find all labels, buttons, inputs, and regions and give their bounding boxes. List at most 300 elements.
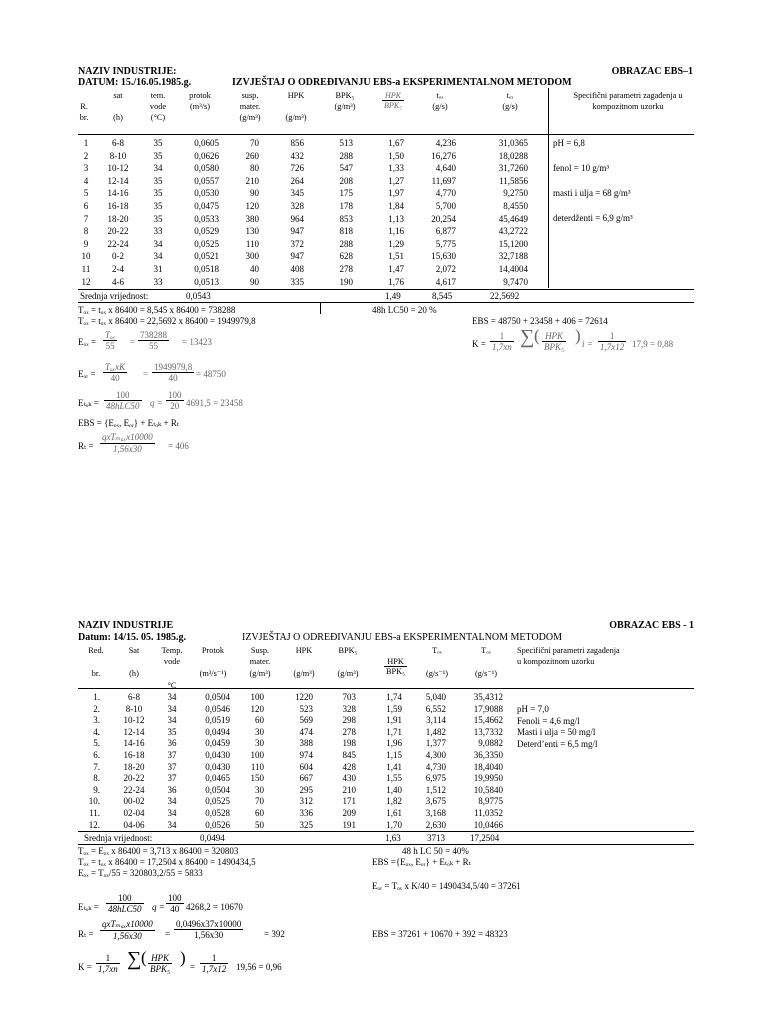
avg-ratio: 1,49 [385, 291, 401, 301]
protok-header: protok [189, 91, 211, 100]
table-cell: 1,482 [425, 726, 446, 737]
table-cell: 1,97 [388, 188, 404, 199]
table-cell: 70 [255, 796, 264, 807]
form-code: OBRAZAC EBS–1 [611, 66, 693, 77]
paren-open-icon: ( [141, 948, 147, 967]
table-cell: 15,630 [431, 251, 456, 262]
k-mid: = [190, 962, 196, 972]
table-cell: 1,59 [386, 703, 402, 714]
table-cell: 4,730 [425, 761, 446, 772]
calc-line-1: Tₒₓ = Eₒₓ x 86400 = 3,713 x 86400 = 320803 [78, 846, 239, 856]
table-cell: 16-18 [123, 750, 145, 760]
column-divider [548, 88, 549, 288]
table-cell: 19,9950 [473, 773, 503, 784]
specific-parameter: Masti i ulja = 50 mg/l [517, 727, 596, 737]
etok-result: 4268,2 = 10670 [186, 902, 243, 912]
etok-fraction: 100 48hLC50 [108, 893, 142, 914]
table-cell: 8. [93, 773, 100, 784]
table-cell: 10 [81, 251, 91, 262]
table-cell: 1,40 [386, 784, 402, 795]
k-mid: i = [582, 339, 593, 349]
table-cell: 209 [342, 808, 356, 818]
table-cell: 11,0352 [474, 808, 503, 818]
table-cell: 0,0525 [194, 238, 219, 249]
table-cell: 4,640 [435, 163, 456, 174]
table-cell: 20,254 [431, 213, 456, 224]
k-fraction-2: $\frac{1}{1,7x12}$ [202, 953, 227, 974]
lc50-line: 48h LC50 = 20 % [372, 305, 437, 315]
temp-header: Temp. [161, 646, 183, 655]
table-cell: 328 [290, 201, 304, 211]
table-cell: 298 [342, 715, 356, 726]
calc-line-2: Tₒₓ = tₒₓ x 86400 = 17,2504 x 86400 = 1490434,5 [78, 857, 256, 867]
table-cell: 32,7188 [498, 251, 528, 262]
table-cell: 208 [339, 175, 353, 186]
rbr-header: br. [91, 669, 101, 678]
k-inner-fraction: HPK BPK₅ [544, 331, 565, 352]
table-cell: 15,1200 [498, 238, 528, 249]
table-cell: 2 [83, 150, 89, 161]
rt-fraction-2: $\frac{0,0496x37x10000}{1,56x30}$ [176, 919, 242, 940]
table-cell: 2,072 [435, 264, 456, 274]
k-fraction: $\frac{1}{1,7xn}$ [98, 953, 118, 974]
table-cell: 190 [339, 276, 353, 287]
table-cell: 0,0557 [194, 175, 219, 186]
table-cell: 34 [167, 703, 177, 714]
table-cell: 1,47 [388, 264, 404, 274]
table-cell: 33 [153, 276, 163, 287]
sat-header: Sat [128, 646, 140, 655]
table-cell: 1,84 [388, 201, 404, 211]
table-cell: 264 [290, 175, 304, 186]
spec-header: Specifični parametri zagađenja u [573, 91, 683, 100]
avg-tox: 8,545 [432, 291, 453, 301]
k-label: K = [78, 962, 92, 972]
table-cell: 328 [342, 703, 356, 714]
table-cell: 7. [93, 761, 100, 772]
eor-label: Eₒᵣ = [78, 369, 96, 379]
table-cell: 12-14 [123, 726, 145, 737]
form-code: OBRAZAC EBS - 1 [609, 620, 694, 631]
k-result: 17,9 = 0,88 [632, 339, 674, 349]
temp-header: vode [149, 102, 167, 111]
table-cell: 16-18 [107, 201, 129, 211]
temp-header: (°C) [150, 113, 166, 122]
table-cell: 34 [153, 238, 163, 249]
lc50-line: 48 h LC 50 = 40% [402, 846, 469, 856]
table-cell: 34 [167, 796, 177, 807]
table-cell: 312 [299, 796, 313, 807]
table-cell: 0,0526 [205, 819, 230, 830]
eor-line: Eₒᵣ = Tₒₓ x K/40 = 1490434,5/40 = 37261 [372, 881, 521, 891]
table-cell: 36 [167, 784, 177, 795]
table-cell: 6-8 [128, 692, 140, 702]
table-cell: 130 [245, 226, 259, 237]
bpk-header: (g/m³) [334, 102, 356, 111]
table-cell: 12-14 [107, 175, 129, 186]
tox2-header: tₒₓ [506, 91, 514, 100]
table-cell: 5. [93, 738, 100, 749]
table-cell: 335 [290, 276, 304, 287]
table-cell: 12. [88, 819, 100, 830]
rbr-header: R. [80, 102, 88, 111]
eox-fraction: Tₒₓ 55 [105, 330, 116, 351]
table-cell: 1,29 [388, 238, 404, 249]
bpk-header: BPK₅ [338, 646, 358, 655]
avg-ratio: 1,63 [385, 833, 401, 843]
k-fraction: $\frac{1}{1,7xn}$ [492, 331, 512, 352]
table-cell: 569 [299, 715, 313, 726]
table-cell: 6,552 [425, 703, 446, 714]
table-cell: 9,7470 [503, 276, 528, 287]
table-cell: 10. [88, 796, 100, 807]
table-cell: 430 [342, 773, 356, 784]
specific-parameter: fenol = 10 g/m³ [553, 163, 610, 173]
table-cell: 10-12 [123, 715, 145, 726]
table-cell: 523 [299, 703, 313, 714]
calc-line-1: Tₒₓ = tₒₓ x 86400 = 8,545 x 86400 = 738288 [78, 305, 236, 315]
table-cell: 2-4 [112, 264, 124, 274]
eor-result: = 48750 [196, 369, 226, 379]
table-cell: 0,0519 [205, 715, 230, 726]
table-cell: 1,91 [386, 715, 402, 726]
table-cell: 0,0475 [194, 201, 219, 211]
tox-header: (g/s⁻¹) [425, 669, 449, 678]
table-cell: 4,770 [435, 188, 456, 199]
susp-header: susp. [241, 91, 259, 100]
protok-header: (m³/s) [189, 102, 211, 111]
table-cell: 15,4662 [473, 715, 503, 726]
rt-label: Rₜ = [78, 929, 94, 939]
table-cell: 18-20 [107, 213, 129, 224]
table-cell: 37 [167, 750, 177, 760]
table-cell: 175 [339, 188, 353, 199]
table-cell: 336 [299, 808, 313, 818]
table-cell: 6,975 [425, 773, 446, 784]
avg-label: Srednja vrijednost: [80, 291, 149, 301]
table-cell: 295 [299, 784, 313, 795]
table-cell: 278 [339, 264, 353, 274]
table-cell: 11,5856 [499, 175, 528, 186]
etok-result: 4691,5 = 23458 [186, 398, 243, 408]
table-cell: 35 [153, 213, 163, 224]
eox-result: = 13423 [182, 337, 212, 347]
table-cell: 35 [153, 201, 163, 211]
protok-header: Protok [201, 646, 225, 655]
table-cell: 35 [167, 726, 177, 737]
table-cell: 345 [290, 188, 304, 199]
table-cell: 40 [250, 264, 259, 274]
table-cell: 0,0430 [205, 761, 230, 772]
table-cell: 6,877 [435, 226, 456, 237]
table-cell: 260 [245, 150, 259, 161]
table-cell: 947 [290, 226, 304, 237]
rt-result: = 406 [168, 441, 189, 451]
specific-parameter: pH = 6,8 [553, 138, 585, 148]
table-cell: 31 [153, 264, 163, 274]
susp-header: mater. [249, 657, 271, 666]
specific-parameter: pH = 7,0 [517, 704, 549, 714]
table-cell: 6 [83, 201, 89, 211]
table-cell: 1,96 [386, 738, 402, 749]
table-cell: 1,512 [425, 784, 446, 795]
avg-tox2: 22,5692 [490, 291, 520, 301]
tox2-header: (g/s⁻¹) [474, 669, 498, 678]
susp-header: (g/m³) [249, 669, 271, 678]
table-cell: 432 [290, 150, 304, 161]
ebs-sum: EBS = 48750 + 23458 + 406 = 72614 [472, 316, 608, 326]
bpk-header: (g/m³) [337, 669, 359, 678]
table-cell: 703 [342, 692, 356, 702]
table-cell: 3,168 [425, 808, 446, 818]
table-cell: 34 [153, 251, 163, 262]
table-cell: 35 [153, 175, 163, 186]
table-cell: 856 [290, 138, 304, 148]
tox-header: tₒₓ [436, 91, 444, 100]
table-cell: 70 [250, 138, 259, 148]
table-cell: 0,0513 [194, 276, 219, 287]
table-cell: 380 [245, 213, 259, 224]
table-cell: 8,4550 [503, 201, 528, 211]
table-cell: 34 [167, 808, 177, 818]
sum-sign-icon: ∑ [520, 326, 535, 348]
etok-q: q = [150, 398, 163, 408]
table-cell: 9,2750 [503, 188, 528, 199]
table-cell: 1,50 [388, 150, 404, 161]
paren-close-icon: ) [575, 326, 581, 345]
table-cell: 110 [245, 238, 259, 249]
table-cell: 11 [81, 264, 91, 274]
temp-header: vode [163, 657, 181, 666]
table-cell: 1,61 [386, 808, 402, 818]
k-result: 19,56 = 0,96 [236, 962, 282, 972]
table-cell: 80 [250, 163, 259, 174]
tox2-header: (g/s) [502, 102, 518, 111]
table-cell: 726 [290, 163, 304, 174]
tox-header: (g/s) [432, 102, 448, 111]
paren-close-icon: ) [180, 948, 186, 967]
table-cell: 22-24 [107, 238, 129, 249]
table-cell: 20-22 [107, 226, 129, 237]
table-cell: 4. [93, 726, 100, 737]
table-cell: 11,697 [431, 175, 456, 186]
calc-divider [320, 302, 321, 314]
table-cell: 0,0521 [194, 251, 219, 262]
ebs-formula: EBS = {Eₒₓ, Eₒᵣ} + Eₜₒₖ + Rₜ [78, 418, 180, 428]
table-cell: 667 [299, 773, 313, 784]
table-cell: 288 [339, 150, 353, 161]
table-cell: 11. [89, 808, 100, 818]
table-cell: 0,0529 [194, 226, 219, 237]
table-cell: 1,41 [386, 761, 402, 772]
table-cell: 0,0605 [194, 138, 219, 148]
table-cell: 4,617 [435, 276, 456, 287]
table-cell: 8,9775 [478, 796, 503, 807]
table-cell: 34 [167, 819, 177, 830]
table-cell: 8 [83, 226, 89, 237]
table-cell: 1,76 [388, 276, 404, 287]
table-cell: 30 [255, 784, 264, 795]
table-cell: 1,27 [388, 175, 404, 186]
k-label: K = [472, 339, 486, 349]
table-cell: 90 [250, 276, 259, 287]
table-cell: 974 [299, 750, 313, 760]
table-cell: 0,0494 [205, 726, 230, 737]
rt-label: Rₜ = [78, 441, 94, 451]
bpk-header: BPK₅ [335, 91, 355, 100]
etok-fraction: 100 48hLC50 [106, 390, 140, 411]
table-cell: 210 [342, 784, 356, 795]
hpk-header: HPK [295, 646, 313, 655]
table-cell: 9,0882 [478, 738, 503, 749]
tox2-header: Tₒₓ [481, 646, 491, 655]
table-cell: 2,630 [425, 819, 446, 830]
table-cell: 372 [290, 238, 304, 249]
etok-label: Eₜₒₖ = [78, 902, 99, 912]
table-cell: 10-12 [107, 163, 129, 174]
table-cell: 964 [290, 213, 304, 224]
table-cell: 0-2 [112, 251, 124, 262]
table-cell: 0,0525 [205, 796, 230, 807]
table-cell: 4,236 [435, 138, 456, 148]
spec-header: u kompozitnom uzorku [517, 657, 595, 666]
table-cell: 34 [167, 692, 177, 702]
temp-header: tem. [150, 91, 166, 100]
table-cell: 604 [299, 761, 313, 772]
table-cell: 513 [339, 138, 353, 148]
table-cell: 0,0580 [194, 163, 219, 174]
table-cell: 30 [255, 726, 264, 737]
sat-header: sat [113, 91, 123, 100]
rbr-header: Red. [88, 646, 104, 655]
susp-header: Susp. [250, 646, 270, 655]
table-cell: 1 [83, 138, 89, 148]
ebs-sum: EBS = 37261 + 10670 + 392 = 48323 [372, 929, 508, 939]
date-label: DATUM: 15./16.05.1985.g. [78, 77, 192, 88]
table-cell: 50 [255, 819, 264, 830]
table-cell: 9 [83, 238, 89, 249]
table-cell: 300 [245, 251, 259, 262]
table-cell: 628 [339, 251, 353, 262]
table-cell: 150 [250, 773, 264, 784]
table-cell: 18,0288 [498, 150, 528, 161]
eor-fraction-2: $\frac{1949979,8}{40}$ [154, 362, 193, 383]
sat-header: (h) [113, 113, 123, 122]
table-cell: 178 [339, 201, 353, 211]
table-cell: 18-20 [123, 761, 145, 772]
table-cell: 6. [93, 750, 100, 760]
table-cell: 1,67 [388, 138, 404, 148]
table-cell: 3. [93, 715, 100, 726]
table-cell: 0,0430 [205, 750, 230, 760]
table-cell: 1,74 [386, 692, 402, 702]
tox-header: Tₒₓ [432, 646, 442, 655]
table-cell: 547 [339, 163, 353, 174]
table-cell: 0,0459 [205, 738, 230, 749]
spec-header: Specifični parametri zagađenja [517, 646, 620, 655]
avg-divider-bottom [78, 302, 694, 303]
table-cell: 36,3350 [473, 750, 503, 760]
table-cell: 428 [342, 761, 356, 772]
table-cell: 35 [153, 188, 163, 199]
table-cell: 37 [167, 761, 177, 772]
table-cell: 3,114 [426, 715, 446, 726]
etok-label: Eₜₒₖ = [78, 398, 99, 408]
table-cell: 1,33 [388, 163, 404, 174]
avg-protok: 0,0494 [200, 833, 225, 843]
spec-header: kompozitnom uzorku [592, 102, 664, 111]
table-cell: 1,377 [425, 738, 446, 749]
table-cell: 6-8 [112, 138, 124, 148]
specific-parameter: Deterd’enti = 6,5 mg/l [517, 738, 598, 749]
eox-label: Eₒₓ = [78, 337, 97, 347]
table-cell: 34 [153, 163, 163, 174]
table-cell: 0,0546 [205, 703, 230, 714]
table-cell: 10,5840 [473, 784, 503, 795]
table-cell: 171 [342, 796, 356, 807]
table-cell: 278 [342, 726, 356, 737]
table-cell: 10,0466 [473, 819, 503, 830]
table-cell: 1,71 [386, 726, 402, 737]
table-cell: 33 [153, 226, 163, 237]
avg-divider-top [78, 289, 694, 290]
protok-header: (m³/s⁻¹) [199, 669, 227, 678]
table-cell: 90 [250, 188, 259, 199]
table-cell: 2. [93, 703, 100, 714]
hpk-bpk-header: HPK BPK₅ [384, 91, 402, 110]
hpk-header: HPK [287, 91, 305, 100]
table-cell: 12 [81, 276, 91, 287]
table-cell: 04-06 [123, 819, 145, 830]
table-cell: 4-6 [112, 276, 124, 287]
k-inner-fraction: HPK BPK₅ [150, 953, 171, 974]
table-cell: 1. [93, 692, 100, 702]
table-cell: 3 [83, 163, 89, 174]
table-cell: 210 [245, 175, 259, 186]
paren-open-icon: ( [534, 326, 540, 345]
avg-divider-bottom [78, 844, 694, 845]
avg-tox: 3713 [427, 833, 445, 843]
table-cell: 818 [339, 226, 353, 237]
industry-label: NAZIV INDUSTRIJE: [78, 66, 177, 77]
eor-fraction: TₒₓxK 40 [105, 362, 126, 383]
table-cell: 02-04 [123, 808, 145, 818]
rt-fraction: qxTₘₐₓx10000 1,56x30 [102, 432, 153, 454]
table-cell: 0,0504 [205, 784, 230, 795]
table-cell: 30 [255, 738, 264, 749]
table-cell: 18,4040 [473, 761, 503, 772]
report-title: IZVJEŠTAJ O ODREĐIVANJU EBS-a EKSPERIMENTALNOM METODOM [232, 77, 572, 88]
table-cell: 4,300 [425, 750, 446, 760]
table-cell: 37 [167, 773, 177, 784]
table-cell: 0,0465 [205, 773, 230, 784]
table-cell: 0,0504 [205, 692, 230, 702]
report-title: IZVJEŠTAJ O ODREĐIVANJU EBS-a EKSPERIMENTALNOM METODOM [242, 632, 562, 643]
table-cell: 17,9088 [473, 703, 503, 714]
table-cell: 20-22 [123, 773, 145, 784]
table-cell: 198 [342, 738, 356, 749]
table-cell: 408 [290, 264, 304, 274]
susp-header: mater. [239, 102, 261, 111]
table-cell: 1220 [295, 692, 313, 702]
table-cell: 14,4004 [498, 264, 528, 274]
avg-tox2: 17,2504 [470, 833, 500, 843]
table-cell: 388 [299, 738, 313, 749]
table-cell: 36 [167, 738, 177, 749]
table-cell: 5 [83, 188, 89, 199]
table-cell: 1,70 [386, 819, 402, 830]
table-cell: 1,55 [386, 773, 402, 784]
